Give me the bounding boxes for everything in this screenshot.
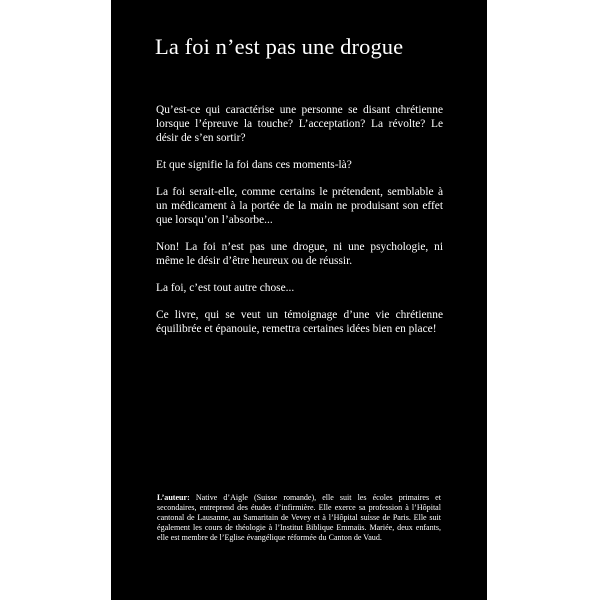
book-back-cover [111,0,487,600]
blurb-paragraph: La foi, c’est tout autre chose... [156,281,295,294]
author-bio [157,493,441,543]
author-label: L’auteur: [157,493,190,502]
blurb-text [156,103,443,348]
blurb-paragraph: Et que signifie la foi dans ces moments-là? [156,159,352,172]
book-title: La foi n’est pas une drogue [155,34,404,59]
blurb-paragraph: Non! La foi n’est pas une drogue, ni une psychologie, ni même le désir d’être heureux ou de réussir. [156,240,443,268]
author-bio-text: Native d’Aigle (Suisse romande), elle suit les écoles primaires et secondaires, entreprend des études d’infirmière. Elle exerce sa profession à l’Hôpital cantonal de Lausanne, au Samaritain de Vevey et à l’Hôpital suisse de Paris. Elle suit également les cours de théologie à l’Institut Biblique Emmaüs. Mariée, deux enfants, elle est membre de l’Eglise évangélique réformée du Canton de Vaud. [157,493,441,543]
blurb-paragraph: Qu’est-ce qui caractérise une personne se disant chrétienne lorsque l’épreuve la touche? L’acceptation? La révolte? Le désir de s’en sortir? [156,104,443,145]
blurb-paragraph: La foi serait-elle, comme certains le prétendent, semblable à un médicament à la portée de la main ne produisant son effet que lorsqu’on l’absorbe... [156,185,443,227]
blurb-paragraph: Ce livre, qui se veut un témoignage d’une vie chrétienne équilibrée et épanouie, remettra certaines idées bien en place! [156,308,443,335]
